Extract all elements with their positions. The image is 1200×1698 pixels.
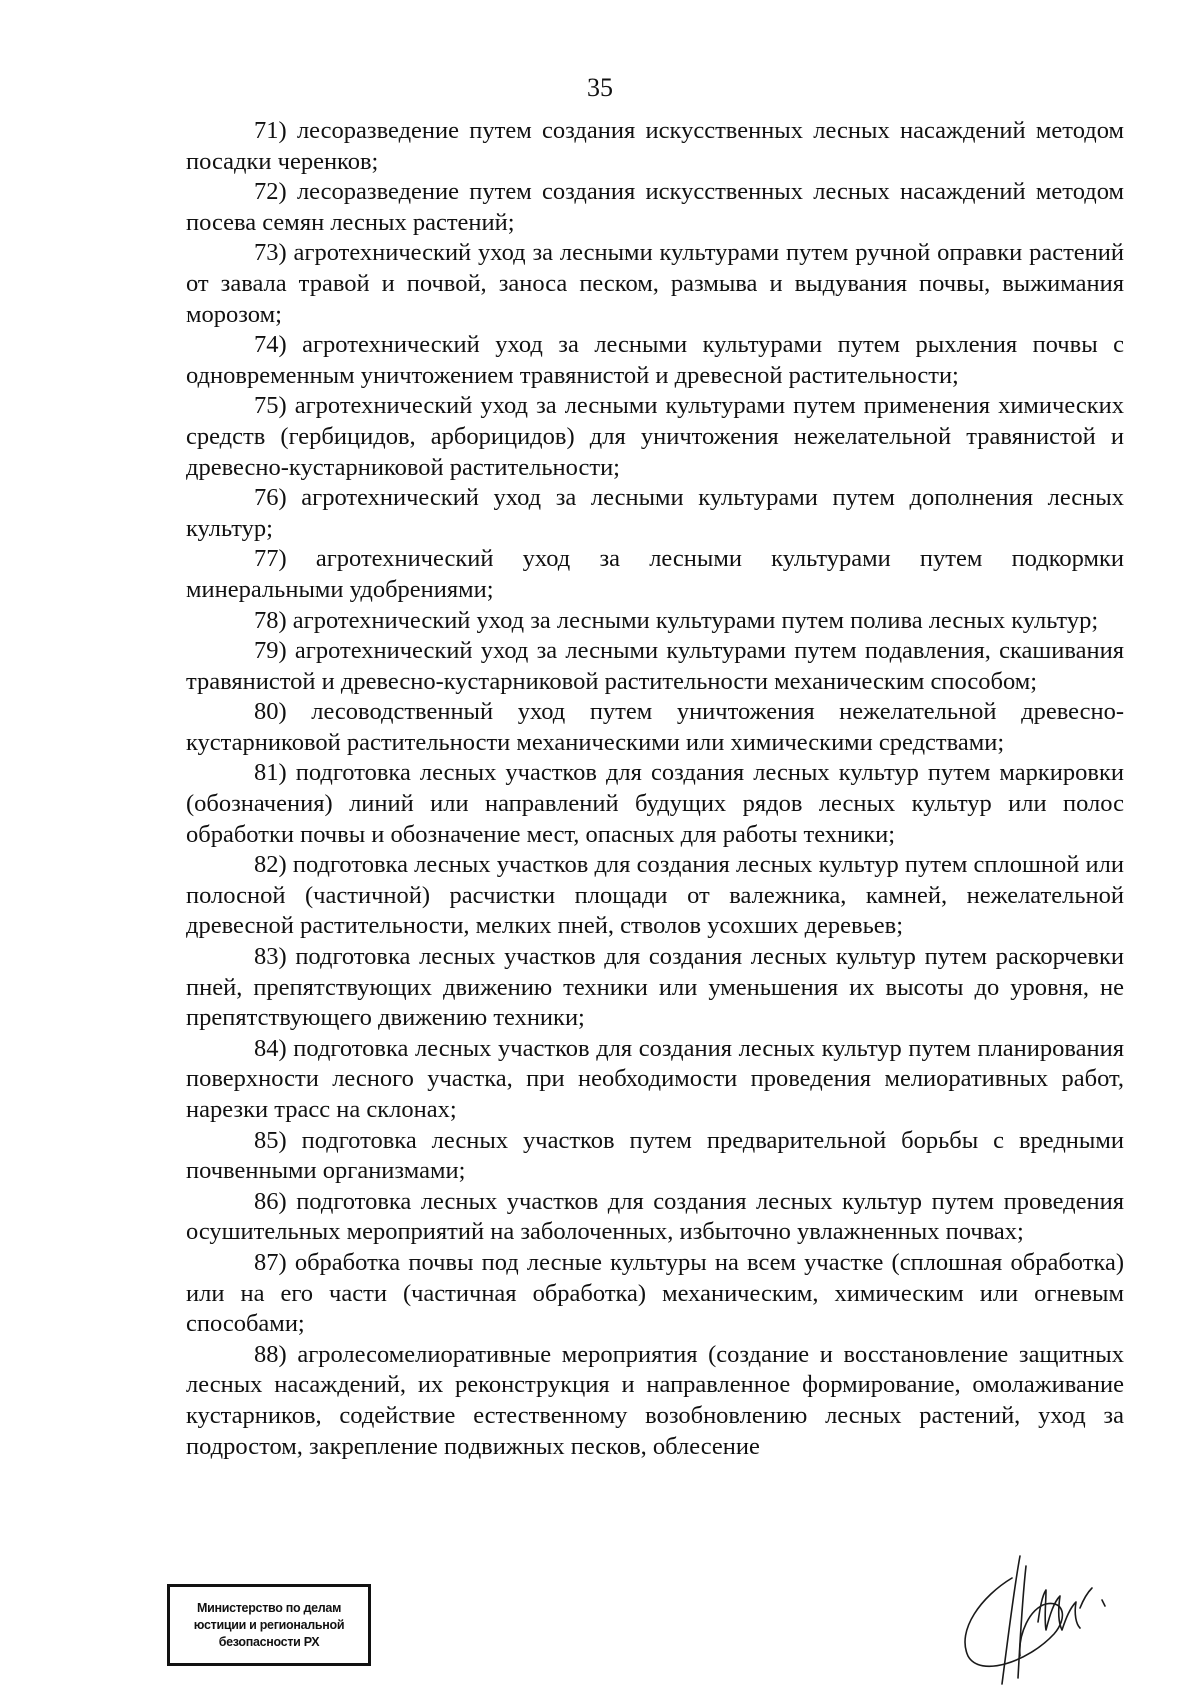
list-item: 75) агротехнический уход за лесными культурами путем применения химических средств (гербицидов, арборицидов) для уничтожения нежелательной травянистой и древесно-кустарниковой растительности; bbox=[186, 392, 1124, 481]
list-item: 79) агротехнический уход за лесными культурами путем подавления, скашивания травянистой и древесно-кустарниковой растительности механическим способом; bbox=[186, 637, 1124, 695]
list-item: 82) подготовка лесных участков для создания лесных культур путем сплошной или полосной (частичной) расчистки площади от валежника, камней, нежелательной древесной растительности, мелких пней, стволов усохших деревьев; bbox=[186, 851, 1124, 940]
signature-icon bbox=[942, 1538, 1132, 1688]
list-item: 88) агролесомелиоративные мероприятия (создание и восстановление защитных лесных насаждений, их реконструкция и направленное формирование, омолаживание кустарников, содействие естественному возобновлению лесных растений, уход за подростом, закрепление подвижных песков, облесение bbox=[186, 1340, 1124, 1460]
page-number: 35 bbox=[587, 73, 613, 102]
ministry-stamp bbox=[167, 1584, 371, 1666]
list-item: 71) лесоразведение путем создания искусственных лесных насаждений методом посадки черенков; bbox=[186, 117, 1124, 175]
list-item: 72) лесоразведение путем создания искусственных лесных насаждений методом посева семян лесных растений; bbox=[186, 178, 1124, 236]
stamp-line: безопасности РХ bbox=[218, 1634, 320, 1649]
list-item: 83) подготовка лесных участков для создания лесных культур путем раскорчевки пней, препятствующих движению техники или уменьшения их высоты до уровня, не препятствующего движению техники; bbox=[186, 943, 1124, 1032]
document-body bbox=[186, 116, 1124, 1462]
stamp-line: юстиции и региональной bbox=[193, 1617, 345, 1632]
list-item: 73) агротехнический уход за лесными культурами путем ручной оправки растений от завала травой и почвой, заноса песком, размыва и выдувания почвы, выжимания морозом; bbox=[186, 239, 1124, 328]
list-item: 74) агротехнический уход за лесными культурами путем рыхления почвы с одновременным уничтожением травянистой и древесной растительности; bbox=[186, 331, 1124, 389]
list-item: 81) подготовка лесных участков для создания лесных культур путем маркировки (обозначения) линий или направлений будущих рядов лесных культур или полос обработки почвы и обозначение мест, опасных для работы техники; bbox=[186, 759, 1124, 848]
list-item: 84) подготовка лесных участков для создания лесных культур путем планирования поверхности лесного участка, при необходимости проведения мелиоративных работ, нарезки трасс на склонах; bbox=[186, 1034, 1124, 1123]
list-item: 80) лесоводственный уход путем уничтожения нежелательной древесно-кустарниковой растительности механическими или химическими средствами; bbox=[186, 698, 1124, 756]
stamp-line: Министерство по делам bbox=[196, 1600, 342, 1615]
list-item: 85) подготовка лесных участков путем предварительной борьбы с вредными почвенными организмами; bbox=[186, 1126, 1124, 1185]
list-item: 87) обработка почвы под лесные культуры на всем участке (сплошная обработка) или на его части (частичная обработка) механическим, химическим или огневым способами; bbox=[186, 1248, 1124, 1338]
list-item: 78) агротехнический уход за лесными культурами путем полива лесных культур; bbox=[254, 606, 1099, 634]
list-item: 76) агротехнический уход за лесными культурами путем дополнения лесных культур; bbox=[186, 484, 1124, 542]
list-item: 86) подготовка лесных участков для создания лесных культур путем проведения осушительных мероприятий на заболоченных, избыточно увлажненных почвах; bbox=[186, 1187, 1124, 1246]
list-item: 77) агротехнический уход за лесными культурами путем подкормки минеральными удобрениями; bbox=[186, 545, 1124, 603]
